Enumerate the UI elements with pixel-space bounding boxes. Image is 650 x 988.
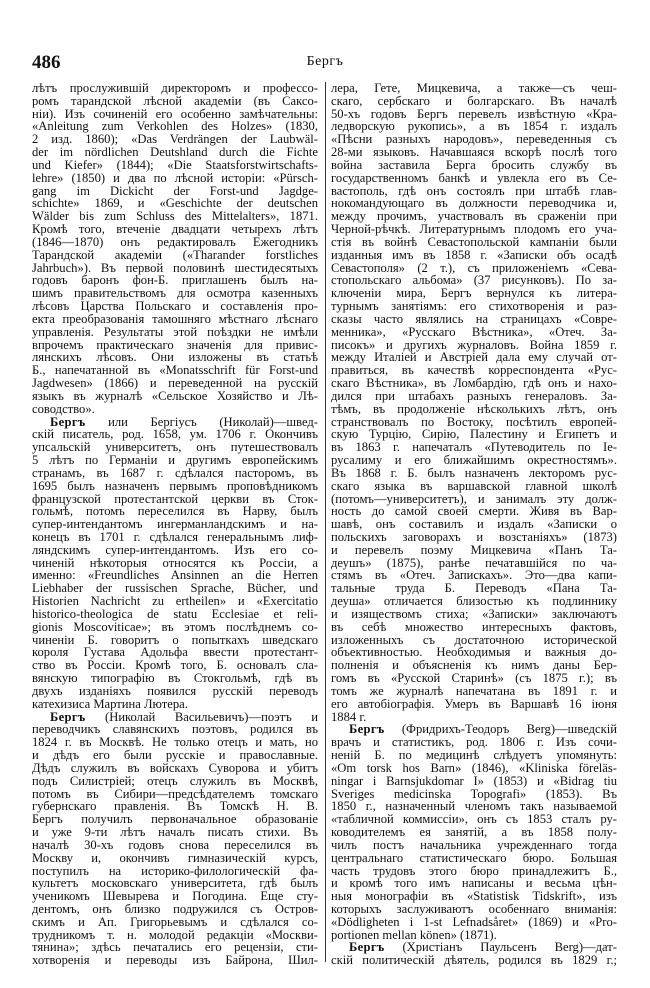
line-text: польскихъ заговорахъ и возстаніяхъ» (1873) <box>331 529 617 544</box>
line-text: 28-ми языковъ. Начавшаяся вскорѣ послѣ того <box>331 145 617 160</box>
line-text: скій политическій дѣятель, родился въ 1829 г.; <box>331 953 617 968</box>
line-text: ключеніи мира, Бергъ вернулся къ литера- <box>331 286 617 301</box>
line-text: ляндскимъ супер-интендантомъ. Изъ его со- <box>32 542 318 557</box>
line-text: gang im Dickicht der Forst-und Jagdge- <box>32 183 318 198</box>
line-text: государственномъ банкѣ и увлекла его въ Се- <box>331 170 617 185</box>
line-text: portionen mellan könen» (1871). <box>331 927 497 942</box>
line-text: Jagdwesen» (1866) и переведенной на русскій <box>32 376 318 391</box>
line-text: писокъ» и другихъ журналовъ. Война 1859 г. <box>331 337 617 352</box>
right-column <box>331 82 617 967</box>
line-text: Кромѣ того, втеченіе двадцати четырехъ лѣтъ <box>32 222 318 237</box>
line-text: скій писатель, род. 1658, ум. 1706 г. Окончивъ <box>32 427 318 442</box>
line-text: ство въ Россіи. Кромѣ того, Б. основалъ сла- <box>32 658 318 673</box>
line-text: французской протестантской церкви въ Сток- <box>32 491 318 506</box>
line-text: ледворскую рукопись», а въ 1854 г. издалъ <box>331 119 617 134</box>
line-text: культетъ московскаго университета, гдѣ былъ <box>32 876 318 891</box>
left-column <box>32 82 318 967</box>
line-text: гольмѣ, потомъ переселился въ Нарву, былъ <box>32 504 318 519</box>
line-text: деуша» отличается близостью къ подлиннику <box>331 594 617 609</box>
line-text: деушъ» (1875), ранѣе печатавшійся по ча- <box>331 555 617 570</box>
line-text: упсальскій университетъ, онъ путешествовалъ <box>32 440 318 455</box>
line-text: ность до самой своей смерти. Живя въ Вар- <box>331 504 617 519</box>
line-text: Черной-рѣчкѣ. Литературнымъ плодомъ его уча- <box>331 222 617 237</box>
line-text: schichte» 1869, и «Geschichte der deutschen <box>32 196 318 211</box>
line-text: Jahrbuch»). Въ первой половинѣ шестидесятыхъ <box>32 260 318 275</box>
line-text: странствовалъ по Востоку, посѣтилъ европей- <box>331 414 617 429</box>
line-text: трудникомъ т. н. молодой редакціи «Москви- <box>32 927 318 942</box>
line-text: губернскаго правленія. Въ Томскѣ Н. В. <box>32 799 318 814</box>
line-text: (Христіанъ Паульсенъ Berg)—дат- <box>384 940 617 955</box>
line-text: короля Густава Адольфа ввести протестант- <box>32 645 318 660</box>
line-text: 50-хъ годовъ Бергъ перевелъ извѣстную «Кра- <box>331 106 617 121</box>
line-text: лѣсовъ Царства Польскаго и составленія про- <box>32 299 318 314</box>
line-text: 5 лѣтъ по Германіи и другимъ европейскимъ <box>32 453 318 468</box>
text-line <box>331 954 617 967</box>
line-text: странамъ, въ 1687 г. сдѣлался пасторомъ, въ <box>32 465 318 480</box>
line-text: der im nördlichen Deutshland durch die Fichte <box>32 145 318 160</box>
line-text: лера, Гете, Мицкевича, а также—съ чеш- <box>331 81 617 95</box>
line-text: катехизиса Мартина Лютера. <box>32 696 188 711</box>
line-text: «Om torsk hos Barn» (1846), «Kliniska föreläs- <box>331 760 617 775</box>
line-text: дентомъ, онъ близко подружился съ Остров- <box>32 902 318 916</box>
line-text: и дѣдъ его были русскіе и православные. <box>32 748 318 763</box>
line-text: «Пѣсни разныхъ народовъ», переведенныя съ <box>331 132 617 147</box>
line-text: полненія и объясненія къ нимъ даны Бер- <box>331 658 617 673</box>
line-text: хотворенія и переводы изъ Байрона, Шил- <box>32 953 318 968</box>
line-text: Sveriges medicinska Topografi» (1853). Въ <box>331 786 617 801</box>
line-text: lehre» (1850) и два по лѣсной исторіи: «Pürsch- <box>32 170 318 185</box>
line-text: война заставила Берга бросить службу въ <box>331 157 617 172</box>
line-text: томъ же журналѣ напечатана въ 1891 г. и <box>331 683 617 698</box>
line-text: супер-интендантомъ ингерманландскимъ и на- <box>32 517 318 532</box>
line-text: шавѣ, онъ составилъ и издалъ «Записки о <box>331 517 617 532</box>
line-text: въ себѣ множество интересныхъ фактовъ, <box>331 619 617 634</box>
line-text: стямъ въ «Отеч. Запискахъ». Это—два капи- <box>331 568 617 583</box>
line-text: чиненій нѣкоторыя относятся къ Россіи, а <box>32 555 318 570</box>
line-text: скую Турцію, Сирію, Палестину и Египетъ и <box>331 427 617 442</box>
line-text: ningar i Barnsjukdomar I» (1853) и «Bidrag tiu <box>331 773 617 788</box>
line-text: скаго Вѣстника», въ Ломбардію, гдѣ онъ и нахо- <box>331 376 617 391</box>
line-text: врачъ и статистикъ, род. 1806 г. Изъ сочи- <box>331 735 617 750</box>
line-text: Въ 1868 г. Б. былъ назначенъ лекторомъ рус- <box>331 465 617 480</box>
line-text: Севастополя» (2 т.), съ приложеніемъ «Сева- <box>331 260 617 275</box>
line-text: Бергъ получилъ первоначальное образованіе <box>32 812 318 827</box>
line-text: «Dödligheten i 1-st Lefnadsåret» (1869) и «Pro- <box>331 914 617 929</box>
line-text: ромъ тарандской лѣсной академіи (въ Саксо- <box>32 93 318 108</box>
line-text: турнымъ занятіямъ: его стихотворенія и раз- <box>331 299 617 314</box>
line-text: потомъ въ Сибири—предсѣдателемъ томскаго <box>32 786 318 801</box>
entry-headword: Бергъ <box>349 940 385 955</box>
line-text: его автобіографія. Умеръ въ Варшавѣ 16 іюня <box>331 696 617 711</box>
line-text: между Италіей и Австріей дала ему случай от- <box>331 350 617 365</box>
line-text: лянскихъ лѣсовъ. Они изложены въ статьѣ <box>32 350 318 365</box>
line-text: лѣтъ прослужившій директоромъ и профессо- <box>32 81 318 95</box>
entry-headword: Бергъ <box>50 709 86 724</box>
line-text: и изяществомъ стиха; «Записки» заключаютъ <box>331 606 617 621</box>
line-text: 2 изд. 1860); «Das Verdrängen der Laubwäl- <box>32 132 318 147</box>
line-text: менника», «Русскаго Вѣстника», «Отеч. За- <box>331 324 617 339</box>
line-text: и перевелъ поэму Мицкевича «Панъ Та- <box>331 542 617 557</box>
line-text: именно: «Freundliches Ansinnen an die Herren <box>32 568 318 583</box>
line-text: «табличной коммиссіи», онъ съ 1853 сталъ ру- <box>331 812 617 827</box>
line-text: русалиму и его ближайшимъ окрестностямъ». <box>331 453 617 468</box>
line-text: изданныя имъ въ 1858 г. «Записки объ осадѣ <box>331 247 617 262</box>
line-text: подъ Силистріей; отецъ служилъ въ Москвѣ, <box>32 773 318 788</box>
line-text: Дѣдъ служилъ въ войскахъ Суворова и убитъ <box>32 760 318 775</box>
line-text: тѣмъ, въ продолженіе нѣсколькихъ лѣтъ, онъ <box>331 401 617 416</box>
line-text: вянскую типографію въ Стокгольмѣ, гдѣ въ <box>32 671 318 686</box>
line-text: тальные труда Б. Переводъ «Пана Та- <box>331 581 617 596</box>
column-divider <box>325 82 326 962</box>
line-text: управленія. Результаты этой поѣздки не имѣли <box>32 324 318 339</box>
line-text: historico-theologica de statu Ecclesiae et reli- <box>32 606 318 621</box>
line-text: началѣ 30-хъ годовъ снова переселился въ <box>32 837 318 852</box>
line-text: ученикомъ Шевырева и Погодина. Еще сту- <box>32 889 318 904</box>
line-text: Historien Nachricht zu ertheilen» и «Exercitatio <box>32 594 318 609</box>
line-text: переводчикъ славянскихъ поэтовъ, родился въ <box>32 722 318 737</box>
line-text: скаго языка въ варшавской главной школѣ <box>331 478 617 493</box>
line-text: годовъ баронъ фон-Б. приглашенъ былъ на- <box>32 273 318 288</box>
entry-headword: Бергъ <box>349 722 385 737</box>
line-text: двухъ изданіяхъ появился русскій переводъ <box>32 683 318 698</box>
line-text: скимъ и Ап. Григорьевымъ и сдѣлался со- <box>32 914 318 929</box>
line-text: вастополь, гдѣ онъ состоялъ при штабѣ глав- <box>331 183 617 198</box>
line-text: (1846—1870) онъ редактировалъ Ежегодникъ <box>32 234 318 249</box>
line-text: Москву и, окончивъ гимназическій курсъ, <box>32 850 318 865</box>
line-text: дился при штабахъ разныхъ генераловъ. За- <box>331 388 617 403</box>
line-text: часть трудовъ этого бюро принадлежитъ Б., <box>331 863 617 878</box>
line-text: чилъ постъ начальника учрежденнаго тогда <box>331 837 617 852</box>
line-text: скаго, сербскаго и болгарскаго. Въ началѣ <box>331 93 617 108</box>
line-text: центральнаго статистическаго бюро. Большая <box>331 850 617 865</box>
line-text: «Anleitung zum Verkohlen des Holzes» (1830, <box>32 119 318 134</box>
line-text: правиться, въ качествѣ корреспондента «Рус- <box>331 363 617 378</box>
line-text: или Бергіусъ (Николай)—швед- <box>85 414 318 429</box>
line-text: которыхъ заслуживаютъ особеннаго вниманія: <box>331 902 617 916</box>
line-text: сказы часто являлись на страницахъ «Совре- <box>331 311 617 326</box>
line-text: нокомандующаго въ должности переводчика и, <box>331 196 617 211</box>
running-head: Бергъ <box>306 54 344 69</box>
line-text: тянина»; здѣсь печатались его рецензіи, сти- <box>32 940 318 955</box>
line-text: и уже 9-ти лѣтъ началъ писать стихи. Въ <box>32 825 318 840</box>
line-text: (потомъ—университетъ), и занималъ эту долж- <box>331 491 617 506</box>
line-text: соводство». <box>32 401 95 416</box>
line-text: въ 1863 г. напечаталъ «Путеводитель по Іе- <box>331 440 617 455</box>
line-text: Б., напечатанной въ «Monatsschrift für Forst-und <box>32 363 318 378</box>
line-text: впрочемъ практическаго значенія для привис- <box>32 337 318 352</box>
line-text: 1884 г. <box>331 709 367 724</box>
line-text: гомъ въ «Русской Старинѣ» (съ 1875 г.); въ <box>331 671 617 686</box>
line-text: ніи). Изъ сочиненій его особенно замѣчательны: <box>32 106 318 121</box>
line-text: ныя монографіи въ «Statistisk Tidskrift», изъ <box>331 889 617 904</box>
text-line <box>331 698 617 711</box>
line-text: неній Б. по медицинѣ слѣдуетъ упомянуть: <box>331 748 617 763</box>
line-text: языкъ въ журналѣ «Сельское Хозяйство и Лѣ- <box>32 388 318 403</box>
line-text: шимъ правительствомъ для осмотра казенныхъ <box>32 286 318 301</box>
page-number: 486 <box>32 52 61 73</box>
line-text: конецъ въ 1701 г. сдѣлался генеральнымъ лиф- <box>32 529 318 544</box>
line-text: (Николай Васильевичъ)—поэтъ и <box>85 709 318 724</box>
line-text: ководителемъ ея занятій, а въ 1858 полу- <box>331 825 617 840</box>
line-text: Wälder bis zum Schluss des Mittelalters», 1871. <box>32 209 318 224</box>
line-text: 1850 г., назначенный членомъ такъ называемой <box>331 799 617 814</box>
line-text: Liebhaber der russischen Sprache, Bücher, und <box>32 581 318 596</box>
line-text: поступилъ на историко-филологическій фа- <box>32 863 318 878</box>
line-text: и кромѣ того имъ написаны и весьма цѣн- <box>331 876 617 891</box>
line-text: изложенныхъ съ достаточною исторической <box>331 632 617 647</box>
line-text: между прочимъ, участвовалъ въ сраженіи при <box>331 209 617 224</box>
entry-headword: Бергъ <box>50 414 86 429</box>
line-text: екта преобразованія тамошняго мѣстнаго лѣснаго <box>32 311 318 326</box>
line-text: объективностью. Необходимыя и важныя до- <box>331 645 617 660</box>
text-line <box>32 954 318 967</box>
line-text: 1824 г. въ Москвѣ. Не только отецъ и мать, но <box>32 735 318 750</box>
line-text: 1695 былъ назначенъ первымъ проповѣдникомъ <box>32 478 318 493</box>
line-text: (Фридрихъ-Теодоръ Berg)—шведскій <box>384 722 617 737</box>
line-text: gionis Moscoviticae»; въ этомъ послѣднемъ со- <box>32 619 318 634</box>
line-text: чиненіи Б. говоритъ о попыткахъ шведскаго <box>32 632 318 647</box>
line-text: стопольскаго альбома» (37 рисунковъ). По за- <box>331 273 617 288</box>
line-text: und Kiefer» (1844); «Die Staatsforstwirtschafts- <box>32 157 318 172</box>
line-text: стія въ войнѣ Севастопольской кампаніи были <box>331 234 617 249</box>
line-text: Тарандской академіи («Tharander forstliches <box>32 247 318 262</box>
